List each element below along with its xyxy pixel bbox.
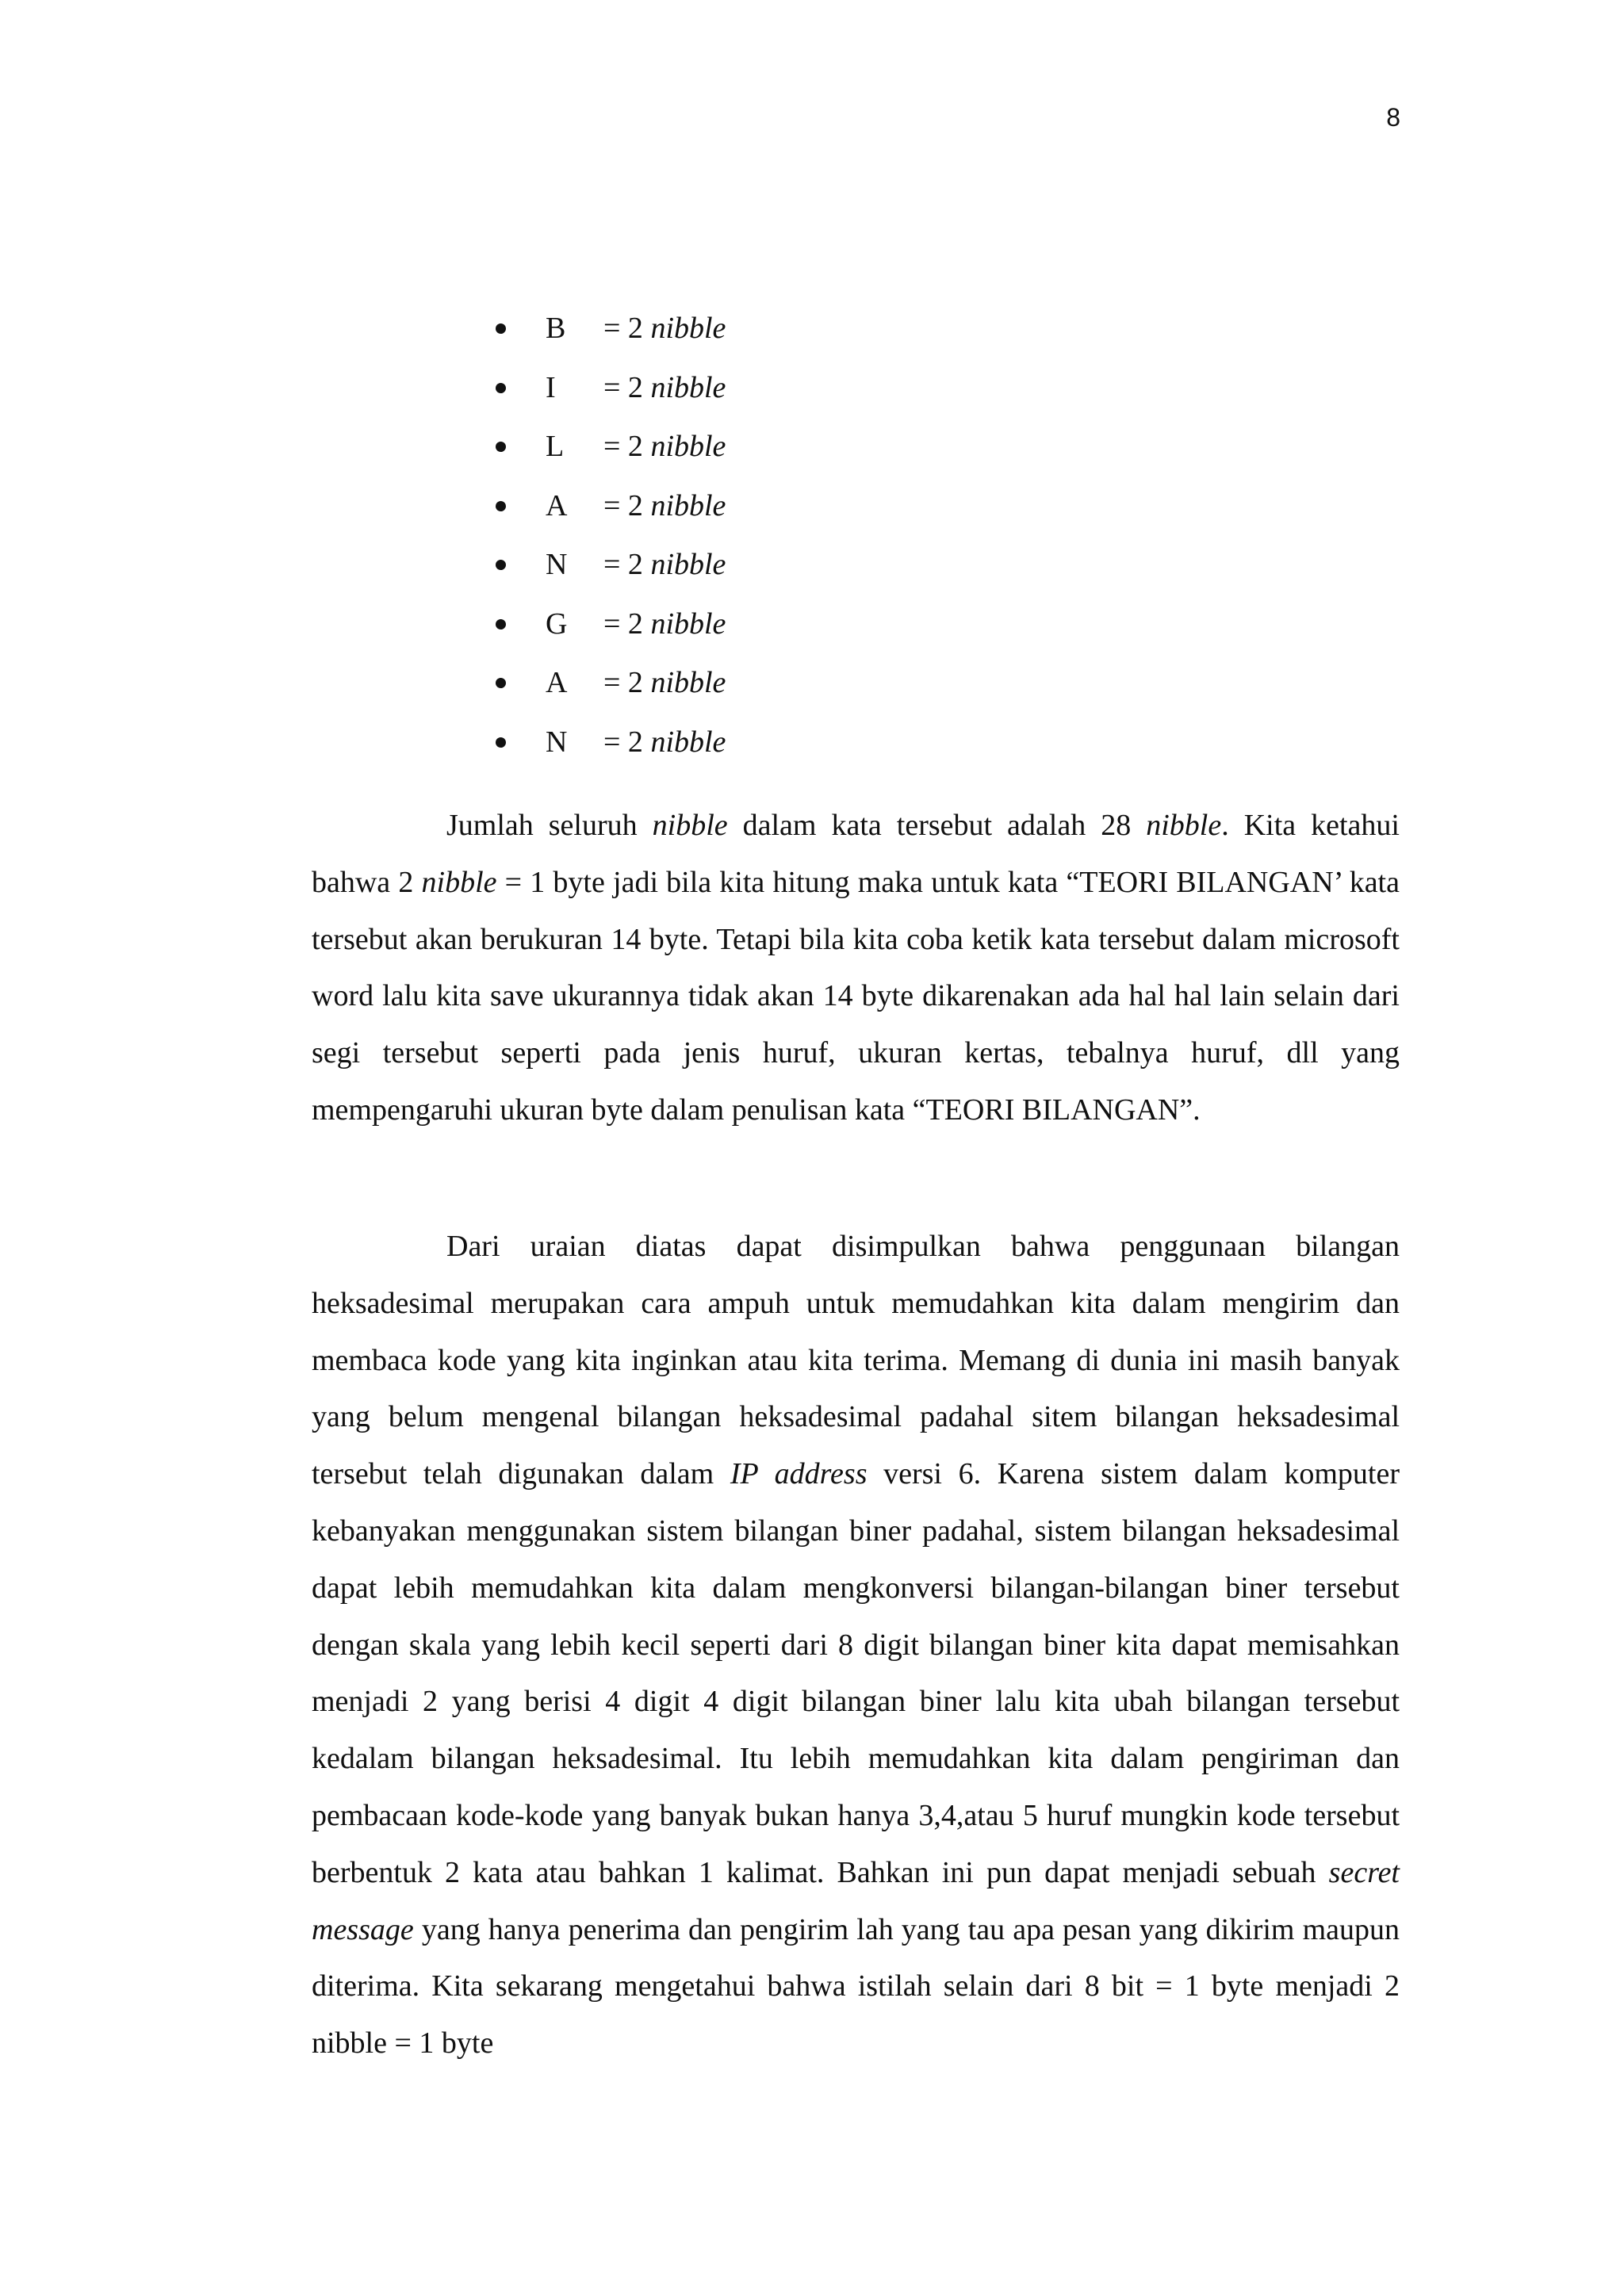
unit: nibble <box>650 725 726 759</box>
nibble-count <box>603 662 726 703</box>
italic-term: secret message <box>312 1855 1400 1946</box>
nibble-count <box>603 485 726 526</box>
nibble-count <box>603 544 726 585</box>
unit: nibble <box>650 370 726 404</box>
count-value: = 2 <box>603 607 643 641</box>
italic-term: IP address <box>730 1457 868 1491</box>
text-run: versi 6. Karena sistem dalam komputer kebanyakan menggunakan sistem bilangan biner padahal, sistem bilangan heksadesimal dapat lebih memudahkan kita dalam mengkonversi bilangan-bilangan biner tersebut dengan skala yang lebih kecil seperti dari 8 digit bilangan biner kita dapat memisahkan menjadi 2 yang berisi 4 digit 4 digit bilangan biner lalu kita ubah bilangan tersebut kedalam bilangan heksadesimal. Itu lebih memudahkan kita dalam pengiriman dan pembacaan kode-kode yang banyak bukan hanya 3,4,atau 5 huruf mungkin kode tersebut berbentuk 2 kata atau bahkan 1 kalimat. Bahkan ini pun dapat menjadi sebuah <box>312 1457 1400 1889</box>
nibble-count <box>603 367 726 408</box>
count-value: = 2 <box>603 312 643 345</box>
count-value: = 2 <box>603 725 643 759</box>
text-run: Jumlah seluruh <box>446 809 653 842</box>
unit: nibble <box>650 312 726 345</box>
unit: nibble <box>650 548 726 581</box>
bullet-icon <box>496 323 506 334</box>
count-value: = 2 <box>603 666 643 699</box>
unit: nibble <box>650 430 726 463</box>
nibble-count <box>603 308 726 349</box>
text-run: yang hanya penerima dan pengirim lah yang tau apa pesan yang dikirim maupun diterima. Kita sekarang mengetahui bahwa istilah selain dari 8 bit = 1 byte menjadi 2 nibble = 1 byte <box>312 1912 1400 2061</box>
italic-term: nibble <box>652 809 728 842</box>
bullet-icon <box>496 442 506 452</box>
page-number: 8 <box>1386 103 1400 132</box>
paragraph-conclusion <box>312 1219 1400 2072</box>
letter: I <box>546 370 556 404</box>
letter: N <box>546 548 568 581</box>
paragraph-nibble-total <box>312 798 1400 1139</box>
letter: L <box>546 430 565 463</box>
italic-term: nibble <box>1146 809 1222 842</box>
count-value: = 2 <box>603 370 643 404</box>
count-value: = 2 <box>603 430 643 463</box>
letter: G <box>546 607 568 641</box>
count-value: = 2 <box>603 548 643 581</box>
bullet-icon <box>496 678 506 688</box>
bullet-icon <box>496 501 506 511</box>
text-run: dalam kata tersebut adalah 28 <box>727 809 1147 842</box>
italic-term: nibble <box>421 865 497 899</box>
bullet-icon <box>496 560 506 570</box>
text-run: . Kita ketahui bahwa 2 <box>312 809 1400 899</box>
unit: nibble <box>650 488 726 522</box>
bullet-icon <box>496 383 506 393</box>
letter: A <box>546 666 568 699</box>
nibble-count <box>603 721 726 763</box>
unit: nibble <box>650 607 726 641</box>
count-value: = 2 <box>603 488 643 522</box>
unit: nibble <box>650 666 726 699</box>
text-run: Dari uraian diatas dapat disimpulkan bahwa penggunaan bilangan heksadesimal merupakan cara ampuh untuk memudahkan kita dalam mengirim dan membaca kode yang kita inginkan atau kita terima. Memang di dunia ini masih banyak yang belum mengenal bilangan heksadesimal padahal sitem bilangan heksadesimal tersebut telah digunakan dalam <box>312 1230 1400 1491</box>
nibble-count <box>603 426 726 467</box>
bullet-icon <box>496 737 506 748</box>
letter: B <box>546 312 566 345</box>
letter: N <box>546 725 568 759</box>
bullet-icon <box>496 619 506 629</box>
letter: A <box>546 488 568 522</box>
nibble-count <box>603 603 726 645</box>
text-run: = 1 byte jadi bila kita hitung maka untuk kata “TEORI BILANGAN’ kata tersebut akan berukuran 14 byte. Tetapi bila kita coba ketik kata tersebut dalam microsoft word lalu kita save ukurannya tidak akan 14 byte dikarenakan ada hal hal lain selain dari segi tersebut seperti pada jenis huruf, ukuran kertas, tebalnya huruf, dll yang mempengaruhi ukuran byte dalam penulisan kata “TEORI BILANGAN”. <box>312 865 1400 1127</box>
